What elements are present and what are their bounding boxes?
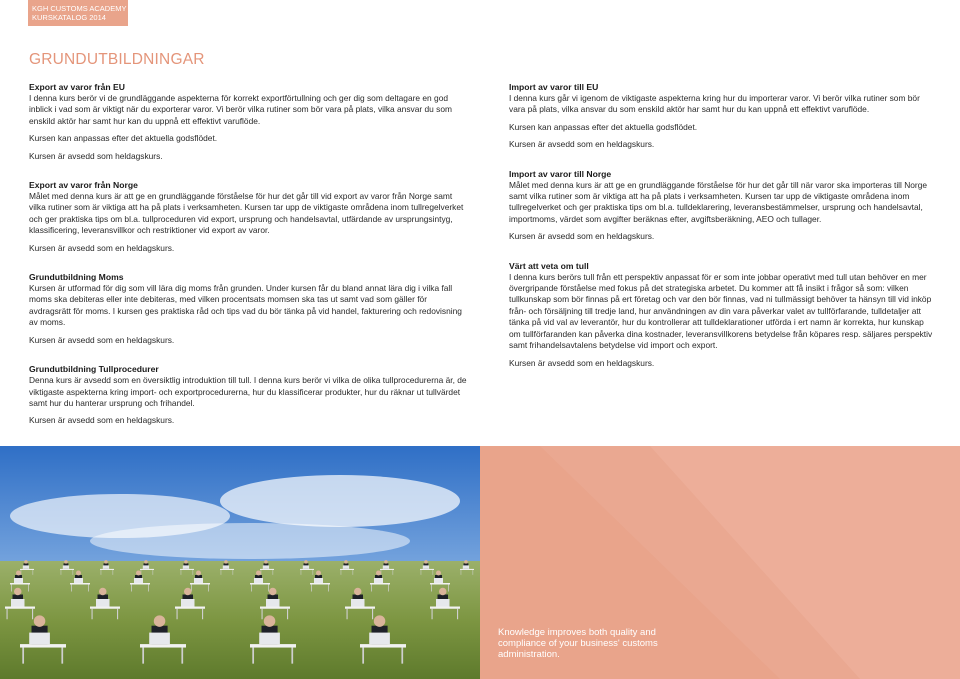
course-description: Denna kurs är avsedd som en översiktlig introduktion till tull. I denna kurs berör vi vilka de olika tullprocedurerna är, de viktigaste aspekterna kring import- och exportprocedurerna, hur du klassificerar produkter, hur du räknar ut tullvärdet samt hur du hanterar ursprung och frihandel.: [29, 375, 467, 408]
course-description: Kursen är utformad för dig som vill lära dig moms från grunden. Under kursen får du bland annat lära dig i vilka fall moms ska debiteras eller inte debiteras, med vilken procentsats momsen ska tas ut samt vad som gäller för avdragsrätt för moms. I kursen ges praktiska råd och tips vad du bör tänka på vid handel, fakturering och redovisning av moms.: [29, 283, 462, 328]
course-note: Kursen är avsedd som en heldagskurs.: [29, 334, 175, 345]
course-description: I denna kurs berör vi de grundläggande aspekterna för korrekt exportförtullning och ger dig som deltagare en god inblick i vad som är viktigt när du exporterar varor. Vi berör vilka rutiner som bör vara på plats, vilka ansvar du som enskild aktör har samt hur kan du uppnå ett effektivt varuflöde.: [29, 93, 452, 126]
course-note: Kursen är avsedd som en heldagskurs.: [29, 242, 175, 253]
course-note: Kursen kan anpassas efter det aktuella godsflödet.: [509, 121, 698, 132]
cloud: [220, 475, 460, 527]
caption-text: Knowledge improves both quality and compliance of your business' customs administration.: [498, 627, 658, 660]
course-description: I denna kurs går vi igenom de viktigaste aspekterna kring hur du importerar varor. Vi berör vilka rutiner som bör vara på plats, vilka ansvar du som enskild aktör har samt hur du kan uppnå ett effektivt varuflöde.: [509, 93, 920, 115]
course-vart-att-veta: [509, 261, 934, 369]
course-title: Export av varor från Norge: [29, 180, 138, 191]
course-description: Målet med denna kurs är att ge en grundläggande förståelse för hur det går till när varor ska importeras till Norge samt vilka rutiner som är viktiga att ha på plats i verksamheten. Kursen tar upp de viktigaste områdena inom tullregelverket och ger praktiska tips om bl.a. tulldeklarering, leveransbestämmelser, ursprung och handelsavtal, importmoms, värdet som avgifter beräknas efter, avgiftsberäkning, AEO och tullager.: [509, 179, 928, 224]
course-title: Import av varor till EU: [509, 82, 599, 92]
academy-name: KGH CUSTOMS ACADEMY: [32, 4, 127, 13]
course-export-eu: [29, 82, 471, 162]
course-title: Import av varor till Norge: [509, 168, 612, 179]
course-note: Kursen är avsedd som en heldagskurs.: [509, 357, 655, 368]
course-note: Kursen är avsedd som en heldagskurs.: [29, 415, 175, 426]
cloud: [90, 523, 410, 559]
course-note: Kursen är avsedd som en heldagskurs.: [509, 231, 655, 242]
course-note: Kursen är avsedd som en heldagskurs.: [509, 139, 655, 150]
course-import-norway: [509, 169, 934, 243]
course-import-eu: [509, 82, 934, 151]
catalog-name: KURSKATALOG 2014: [32, 13, 106, 22]
course-description: Målet med denna kurs är att ge en grundläggande förståelse för hur det går till vid export av varor från Norge samt vilka rutiner som är viktiga att ha på plats i verksamheten. Kursen tar upp de viktigaste områdena inom tullregelverket och ger praktiska tips om bl.a. tullproceduren vid export, ursprung och handelsavtal, utfärdande av ursprungsintyg, klassificering, leveransvillkor och restriktioner vid export av varor.: [29, 191, 464, 236]
course-title: Grundutbildning Moms: [29, 272, 124, 283]
left-column: [29, 82, 471, 427]
course-tullprocedurer: [29, 364, 471, 427]
caption-panel: [480, 446, 960, 679]
course-description: I denna kurs berörs tull från ett perspektiv anpassat för er som inte jobbar operativt med tull utan behöver en mer övergripande förståelse med fokus på det strategiska arbetet. Du kommer att få insikt i frågor så som: vilken tullkunskap som bör finnas på ert företag och var den bör finnas, vad ni tullmässigt behöver ta hänsyn till vid inköp från- och försäljning till tredje land, hur användningen av din vara påverkar valet av tullförfarande, tulldetaljer att tänka på vid val av leverantör, hur du kontrollerar att tulldeklarationer utförda i ert namn är korrekta, hur kunskap om tullförfaranden kan påverka dina kostnader, leveransvillkorens betydelse från köpares resp. säljares perspektiv samt frihandelsavtalens betydelse vid import och export.: [509, 271, 933, 351]
right-column: [509, 82, 934, 369]
page-title: GRUNDUTBILDNINGAR: [29, 51, 205, 68]
course-title: Export av varor från EU: [29, 82, 125, 92]
course-title: Grundutbildning Tullprocedurer: [29, 364, 159, 375]
course-moms: [29, 272, 471, 346]
grass-field: [0, 561, 480, 679]
photo-illustration: [0, 446, 480, 679]
course-note: Kursen kan anpassas efter det aktuella godsflödet.: [29, 133, 218, 144]
course-note: Kursen är avsedd som heldagskurs.: [29, 150, 163, 161]
academy-tag: [28, 0, 128, 26]
course-export-norway: [29, 180, 471, 254]
course-title: Värt att veta om tull: [509, 260, 589, 271]
field-desks-photo: [0, 446, 480, 679]
